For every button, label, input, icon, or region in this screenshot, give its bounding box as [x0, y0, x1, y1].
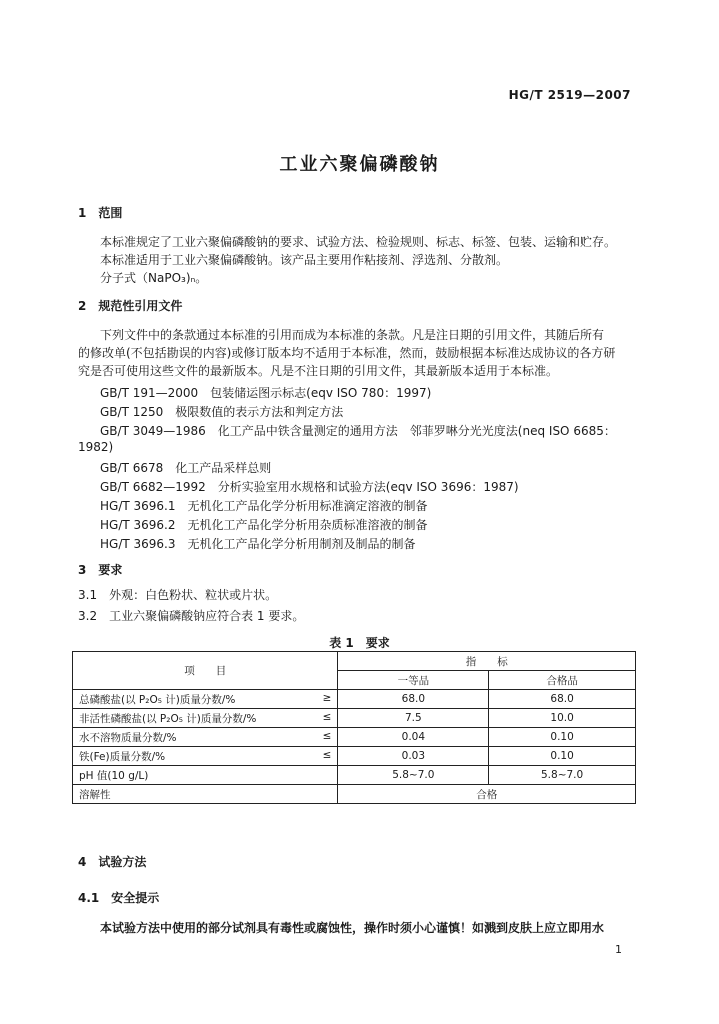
row-item: 铁(Fe)质量分数/% [79, 750, 166, 763]
reference-item: GB/T 6682—1992 分析实验室用水规格和试验方法(eqv ISO 3696：1987) [100, 480, 519, 494]
row-item: 总磷酸盐(以 P₂O₅ 计)质量分数/% [79, 693, 236, 706]
document-title: 工业六聚偏磷酸钠 [279, 154, 440, 175]
row-symbol: ≥ [322, 691, 332, 704]
section-4-1-heading: 4.1 安全提示 [78, 891, 160, 905]
section-1-para-2: 本标准适用于工业六聚偏磷酸钠。该产品主要用作粘接剂、浮选剂、分散剂。 [100, 253, 509, 267]
table-row [73, 728, 636, 747]
row-symbol: ≤ [322, 729, 332, 742]
section-1-formula: 分子式（NaPO₃)ₙ。 [100, 271, 208, 285]
header-qualified-grade: 合格品 [489, 671, 636, 690]
header-first-grade: 一等品 [338, 671, 489, 690]
row-qualified-value: 0.10 [489, 747, 636, 766]
row-qualified-value: 0.10 [489, 728, 636, 747]
section-3-1: 3.1 外观：白色粉状、粒状或片状。 [78, 588, 278, 602]
section-3-2: 3.2 工业六聚偏磷酸钠应符合表 1 要求。 [78, 609, 305, 623]
row-first-value: 5.8~7.0 [338, 766, 489, 785]
section-4-heading: 4 试验方法 [78, 855, 147, 869]
reference-item: GB/T 1250 极限数值的表示方法和判定方法 [100, 405, 344, 419]
section-1-heading: 1 范围 [78, 206, 123, 220]
row-item: 溶解性 [73, 785, 338, 804]
section-2-intro-line-3: 究是否可使用这些文件的最新版本。凡是不注日期的引用文件，其最新版本适用于本标准。 [78, 364, 559, 378]
row-symbol: ≤ [322, 748, 332, 761]
section-3-heading: 3 要求 [78, 563, 123, 577]
row-qualified-value: 68.0 [489, 690, 636, 709]
standard-code: HG/T 2519—2007 [508, 88, 631, 102]
table-row [73, 690, 636, 709]
row-qualified-value: 5.8~7.0 [489, 766, 636, 785]
table-row [73, 747, 636, 766]
page-number: 1 [615, 943, 622, 956]
table-row [73, 709, 636, 728]
header-index: 指 标 [338, 652, 636, 671]
table-caption: 表 1 要求 [329, 636, 390, 650]
reference-item-continued: 1982) [78, 440, 114, 454]
reference-item: GB/T 191—2000 包装储运图示标志(eqv ISO 780：1997) [100, 386, 432, 400]
header-item: 项 目 [73, 652, 338, 690]
reference-item: HG/T 3696.3 无机化工产品化学分析用制剂及制品的制备 [100, 537, 416, 551]
section-2-intro-line-2: 的修改单(不包括勘误的内容)或修订版本均不适用于本标准，然而，鼓励根据本标准达成协议的各方研 [78, 346, 616, 360]
row-first-value: 7.5 [338, 709, 489, 728]
table-row [73, 766, 636, 785]
reference-item: GB/T 3049—1986 化工产品中铁含量测定的通用方法 邻菲罗啉分光光度法(neq ISO 6685： [100, 424, 616, 438]
row-qualified-value: 10.0 [489, 709, 636, 728]
row-item: 非活性磷酸盐(以 P₂O₅ 计)质量分数/% [79, 712, 257, 725]
reference-item: GB/T 6678 化工产品采样总则 [100, 461, 272, 475]
reference-item: HG/T 3696.2 无机化工产品化学分析用杂质标准溶液的制备 [100, 518, 428, 532]
row-first-value: 0.03 [338, 747, 489, 766]
row-first-value: 0.04 [338, 728, 489, 747]
reference-item: HG/T 3696.1 无机化工产品化学分析用标准滴定溶液的制备 [100, 499, 428, 513]
requirements-table [72, 651, 636, 804]
row-merged-value: 合格 [338, 785, 636, 804]
section-1-para-1: 本标准规定了工业六聚偏磷酸钠的要求、试验方法、检验规则、标志、标签、包装、运输和贮存。 [100, 235, 617, 249]
table-header-row [73, 652, 636, 671]
row-symbol: ≤ [322, 710, 332, 723]
row-item: pH 值(10 g/L) [79, 769, 149, 782]
row-first-value: 68.0 [338, 690, 489, 709]
section-2-heading: 2 规范性引用文件 [78, 299, 183, 313]
row-item: 水不溶物质量分数/% [79, 731, 177, 744]
table-row-solubility [73, 785, 636, 804]
section-4-1-text: 本试验方法中使用的部分试剂具有毒性或腐蚀性，操作时须小心谨慎！如溅到皮肤上应立即用水 [100, 921, 605, 935]
section-2-intro-line-1: 下列文件中的条款通过本标准的引用而成为本标准的条款。凡是注日期的引用文件，其随后所有 [100, 328, 605, 342]
